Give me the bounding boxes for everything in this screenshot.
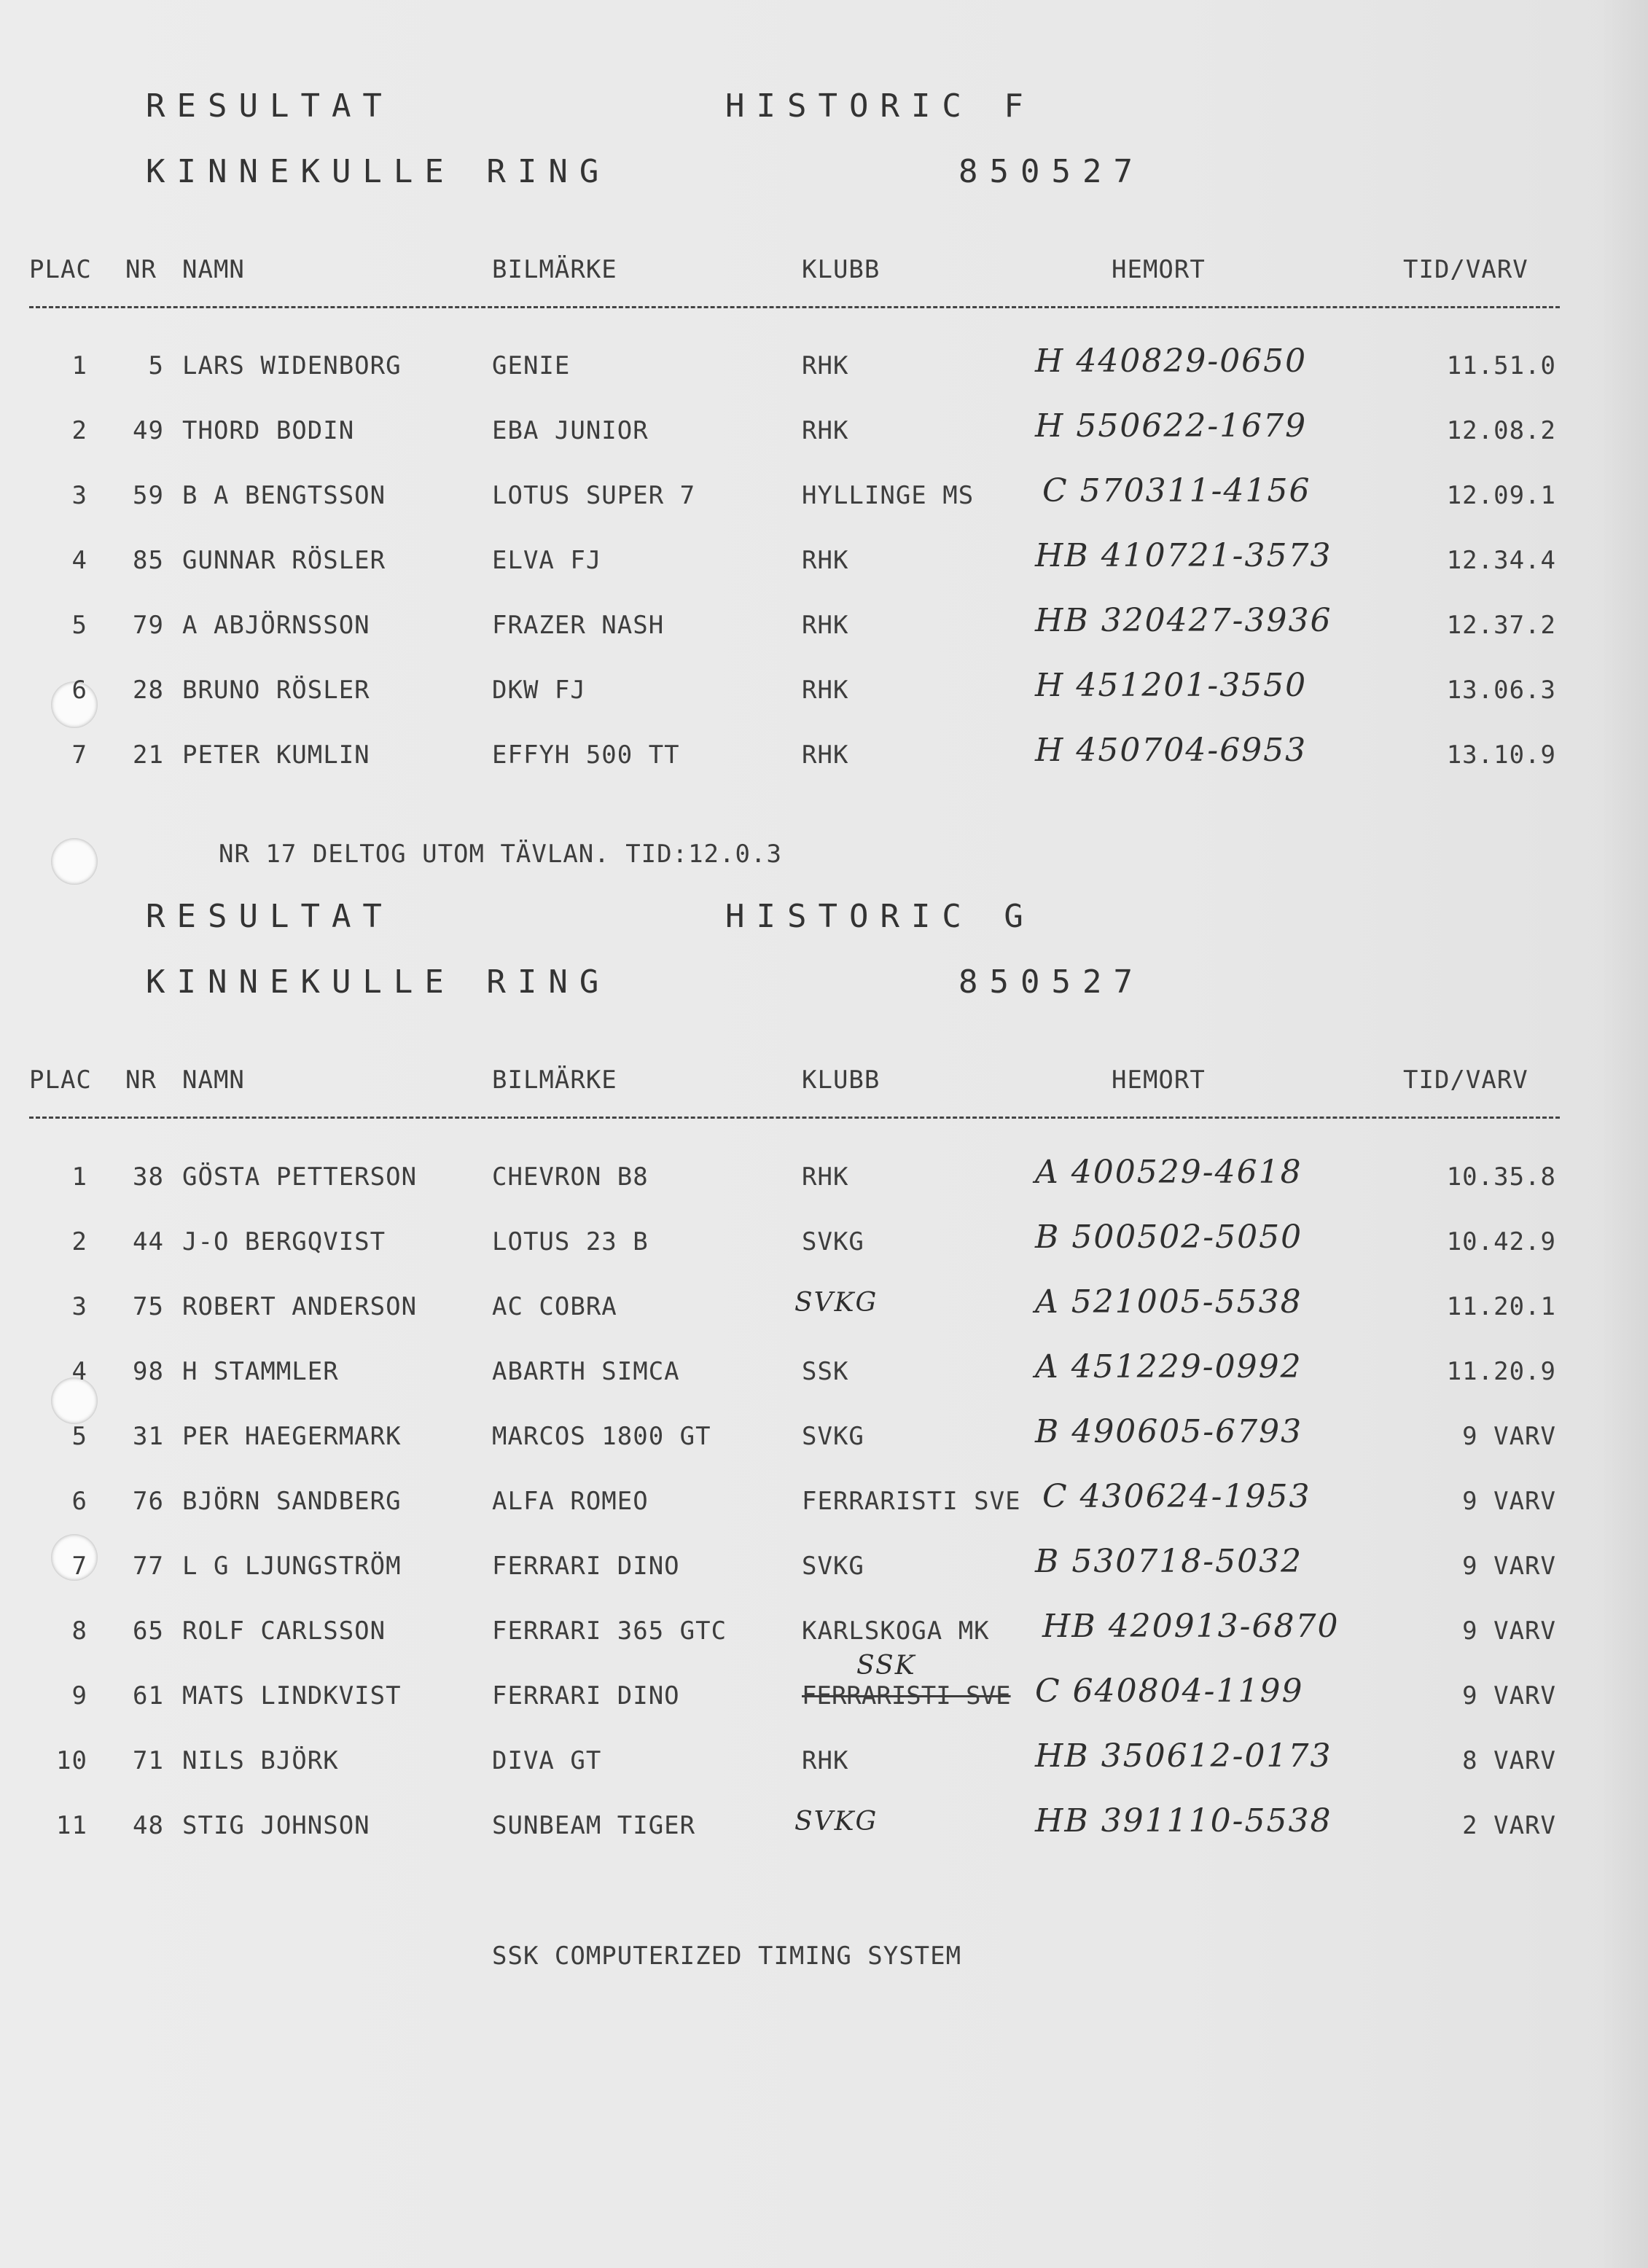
cell-nr: 85 bbox=[133, 546, 164, 575]
cell-nr: 61 bbox=[133, 1681, 164, 1710]
section-1-title-left: RESULTAT bbox=[146, 87, 394, 125]
cell-plac: 8 bbox=[71, 1616, 87, 1646]
cell-plac: 5 bbox=[71, 1422, 87, 1451]
section-2-title-left: RESULTAT bbox=[146, 898, 394, 935]
cell-hemort: C 570311-4156 bbox=[1042, 472, 1311, 509]
cell-bilmarke: ABARTH SIMCA bbox=[492, 1357, 680, 1386]
cell-hemort: H 450704-6953 bbox=[1035, 732, 1308, 769]
cell-klubb: RHK bbox=[802, 351, 849, 380]
cell-namn: BJÖRN SANDBERG bbox=[182, 1487, 402, 1516]
cell-bilmarke: EBA JUNIOR bbox=[492, 416, 649, 445]
cell-tid: 11.20.1 bbox=[1446, 1292, 1556, 1321]
cell-tid: 9 VARV bbox=[1462, 1681, 1556, 1710]
col-header-nr: NR bbox=[125, 255, 157, 284]
cell-tid: 13.06.3 bbox=[1446, 676, 1556, 705]
col-header-bilmarke: BILMÄRKE bbox=[492, 1065, 617, 1095]
cell-klubb: RHK bbox=[802, 1162, 849, 1192]
cell-plac: 7 bbox=[71, 740, 87, 770]
cell-klubb: SSK bbox=[802, 1357, 849, 1386]
cell-klubb: RHK bbox=[802, 416, 849, 445]
cell-klubb-struck: FERRARISTI SVE bbox=[802, 1681, 1011, 1710]
cell-tid: 13.10.9 bbox=[1446, 740, 1556, 770]
cell-klubb: RHK bbox=[802, 611, 849, 640]
cell-plac: 6 bbox=[71, 676, 87, 705]
cell-plac: 3 bbox=[71, 1292, 87, 1321]
cell-klubb: SVKG bbox=[794, 1288, 878, 1318]
cell-bilmarke: DKW FJ bbox=[492, 676, 586, 705]
cell-tid: 11.51.0 bbox=[1446, 351, 1556, 380]
cell-hemort: B 530718-5032 bbox=[1035, 1543, 1303, 1580]
cell-namn: A ABJÖRNSSON bbox=[182, 611, 370, 640]
cell-nr: 21 bbox=[133, 740, 164, 770]
cell-nr: 49 bbox=[133, 416, 164, 445]
cell-plac: 11 bbox=[56, 1811, 87, 1840]
cell-bilmarke: FRAZER NASH bbox=[492, 611, 665, 640]
cell-tid: 9 VARV bbox=[1462, 1552, 1556, 1581]
section-1-note: NR 17 DELTOG UTOM TÄVLAN. TID:12.0.3 bbox=[219, 840, 782, 869]
cell-plac: 7 bbox=[71, 1552, 87, 1581]
col-header-tid: TID/VARV bbox=[1403, 1065, 1528, 1095]
cell-tid: 8 VARV bbox=[1462, 1746, 1556, 1775]
cell-nr: 5 bbox=[148, 351, 164, 380]
cell-hemort: C 640804-1199 bbox=[1035, 1673, 1304, 1710]
col-header-klubb: KLUBB bbox=[802, 255, 880, 284]
cell-tid: 12.34.4 bbox=[1446, 546, 1556, 575]
cell-bilmarke: MARCOS 1800 GT bbox=[492, 1422, 711, 1451]
cell-plac: 4 bbox=[71, 546, 87, 575]
cell-hemort: HB 350612-0173 bbox=[1035, 1737, 1332, 1775]
section-2-venue: KINNEKULLE RING bbox=[146, 963, 611, 1001]
cell-tid: 10.35.8 bbox=[1446, 1162, 1556, 1192]
cell-nr: 98 bbox=[133, 1357, 164, 1386]
cell-namn: NILS BJÖRK bbox=[182, 1746, 339, 1775]
cell-namn: BRUNO RÖSLER bbox=[182, 676, 370, 705]
cell-hemort: HB 320427-3936 bbox=[1035, 602, 1332, 639]
cell-nr: 76 bbox=[133, 1487, 164, 1516]
cell-hemort: HB 410721-3573 bbox=[1035, 537, 1332, 574]
cell-plac: 3 bbox=[71, 481, 87, 510]
cell-namn: STIG JOHNSON bbox=[182, 1811, 370, 1840]
section-2-title-right: HISTORIC G bbox=[725, 898, 1035, 935]
col-header-bilmarke: BILMÄRKE bbox=[492, 255, 617, 284]
cell-klubb: RHK bbox=[802, 1746, 849, 1775]
cell-bilmarke: SUNBEAM TIGER bbox=[492, 1811, 696, 1840]
cell-klubb: KARLSKOGA MK bbox=[802, 1616, 990, 1646]
col-header-hemort: HEMORT bbox=[1112, 255, 1206, 284]
cell-namn: MATS LINDKVIST bbox=[182, 1681, 402, 1710]
cell-bilmarke: CHEVRON B8 bbox=[492, 1162, 649, 1192]
cell-nr: 77 bbox=[133, 1552, 164, 1581]
section-2-date: 850527 bbox=[958, 963, 1144, 1001]
col-header-hemort: HEMORT bbox=[1112, 1065, 1206, 1095]
cell-tid: 12.08.2 bbox=[1446, 416, 1556, 445]
cell-plac: 5 bbox=[71, 611, 87, 640]
cell-namn: B A BENGTSSON bbox=[182, 481, 386, 510]
cell-namn: GÖSTA PETTERSON bbox=[182, 1162, 418, 1192]
cell-klubb: HYLLINGE MS bbox=[802, 481, 975, 510]
cell-tid: 12.09.1 bbox=[1446, 481, 1556, 510]
cell-hemort: H 451201-3550 bbox=[1035, 667, 1308, 704]
cell-namn: ROBERT ANDERSON bbox=[182, 1292, 418, 1321]
cell-bilmarke: AC COBRA bbox=[492, 1292, 617, 1321]
col-header-klubb: KLUBB bbox=[802, 1065, 880, 1095]
cell-namn: ROLF CARLSSON bbox=[182, 1616, 386, 1646]
cell-tid: 12.37.2 bbox=[1446, 611, 1556, 640]
cell-nr: 79 bbox=[133, 611, 164, 640]
cell-hemort: H 550622-1679 bbox=[1035, 407, 1308, 445]
cell-bilmarke: LOTUS SUPER 7 bbox=[492, 481, 696, 510]
cell-bilmarke: FERRARI 365 GTC bbox=[492, 1616, 727, 1646]
cell-plac: 2 bbox=[71, 1227, 87, 1256]
page-edge-shadow bbox=[1597, 0, 1648, 2268]
cell-klubb: RHK bbox=[802, 676, 849, 705]
cell-nr: 59 bbox=[133, 481, 164, 510]
cell-namn: J-O BERGQVIST bbox=[182, 1227, 386, 1256]
cell-namn: PER HAEGERMARK bbox=[182, 1422, 402, 1451]
cell-tid: 9 VARV bbox=[1462, 1422, 1556, 1451]
cell-plac: 6 bbox=[71, 1487, 87, 1516]
cell-hemort: H 440829-0650 bbox=[1035, 343, 1308, 380]
cell-nr: 38 bbox=[133, 1162, 164, 1192]
cell-namn: GUNNAR RÖSLER bbox=[182, 546, 386, 575]
cell-tid: 11.20.9 bbox=[1446, 1357, 1556, 1386]
cell-namn: LARS WIDENBORG bbox=[182, 351, 402, 380]
cell-nr: 44 bbox=[133, 1227, 164, 1256]
cell-klubb: RHK bbox=[802, 740, 849, 770]
cell-plac: 4 bbox=[71, 1357, 87, 1386]
header-divider bbox=[29, 306, 1560, 308]
cell-bilmarke: ELVA FJ bbox=[492, 546, 602, 575]
section-1-title-right: HISTORIC F bbox=[725, 87, 1035, 125]
punch-hole bbox=[51, 838, 98, 885]
cell-klubb: SVKG bbox=[802, 1552, 864, 1581]
cell-tid: 9 VARV bbox=[1462, 1616, 1556, 1646]
cell-nr: 75 bbox=[133, 1292, 164, 1321]
cell-plac: 1 bbox=[71, 1162, 87, 1192]
cell-tid: 2 VARV bbox=[1462, 1811, 1556, 1840]
cell-nr: 31 bbox=[133, 1422, 164, 1451]
cell-hemort: A 400529-4618 bbox=[1035, 1154, 1303, 1191]
cell-namn: H STAMMLER bbox=[182, 1357, 339, 1386]
col-header-plac: PLAC bbox=[29, 1065, 92, 1095]
cell-bilmarke: FERRARI DINO bbox=[492, 1552, 680, 1581]
cell-klubb: RHK bbox=[802, 546, 849, 575]
cell-tid: 10.42.9 bbox=[1446, 1227, 1556, 1256]
cell-bilmarke: EFFYH 500 TT bbox=[492, 740, 680, 770]
cell-nr: 71 bbox=[133, 1746, 164, 1775]
cell-nr: 48 bbox=[133, 1811, 164, 1840]
cell-namn: L G LJUNGSTRÖM bbox=[182, 1552, 402, 1581]
cell-hemort: C 430624-1953 bbox=[1042, 1478, 1311, 1515]
section-1-date: 850527 bbox=[958, 153, 1144, 190]
footer-text: SSK COMPUTERIZED TIMING SYSTEM bbox=[492, 1942, 962, 1971]
cell-namn: PETER KUMLIN bbox=[182, 740, 370, 770]
cell-nr: 28 bbox=[133, 676, 164, 705]
cell-hemort: HB 420913-6870 bbox=[1042, 1608, 1340, 1645]
header-divider bbox=[29, 1117, 1560, 1119]
cell-hemort: HB 391110-5538 bbox=[1035, 1802, 1332, 1839]
cell-nr: 65 bbox=[133, 1616, 164, 1646]
cell-bilmarke: GENIE bbox=[492, 351, 571, 380]
cell-plac: 1 bbox=[71, 351, 87, 380]
cell-hemort: A 521005-5538 bbox=[1035, 1283, 1303, 1321]
cell-plac: 10 bbox=[56, 1746, 87, 1775]
cell-namn: THORD BODIN bbox=[182, 416, 355, 445]
col-header-namn: NAMN bbox=[182, 1065, 245, 1095]
cell-plac: 2 bbox=[71, 416, 87, 445]
cell-klubb-correction: SSK bbox=[856, 1651, 916, 1681]
cell-bilmarke: ALFA ROMEO bbox=[492, 1487, 649, 1516]
section-1-venue: KINNEKULLE RING bbox=[146, 153, 611, 190]
cell-klubb: SVKG bbox=[802, 1227, 864, 1256]
col-header-namn: NAMN bbox=[182, 255, 245, 284]
cell-bilmarke: FERRARI DINO bbox=[492, 1681, 680, 1710]
cell-hemort: A 451229-0992 bbox=[1035, 1348, 1303, 1385]
cell-hemort: B 490605-6793 bbox=[1035, 1413, 1303, 1450]
col-header-nr: NR bbox=[125, 1065, 157, 1095]
cell-klubb: FERRARISTI SVE bbox=[802, 1487, 1021, 1516]
col-header-tid: TID/VARV bbox=[1403, 255, 1528, 284]
cell-hemort: B 500502-5050 bbox=[1035, 1219, 1303, 1256]
col-header-plac: PLAC bbox=[29, 255, 92, 284]
cell-plac: 9 bbox=[71, 1681, 87, 1710]
cell-klubb: SVKG bbox=[802, 1422, 864, 1451]
cell-bilmarke: LOTUS 23 B bbox=[492, 1227, 649, 1256]
cell-tid: 9 VARV bbox=[1462, 1487, 1556, 1516]
cell-bilmarke: DIVA GT bbox=[492, 1746, 602, 1775]
cell-klubb: SVKG bbox=[794, 1807, 878, 1837]
